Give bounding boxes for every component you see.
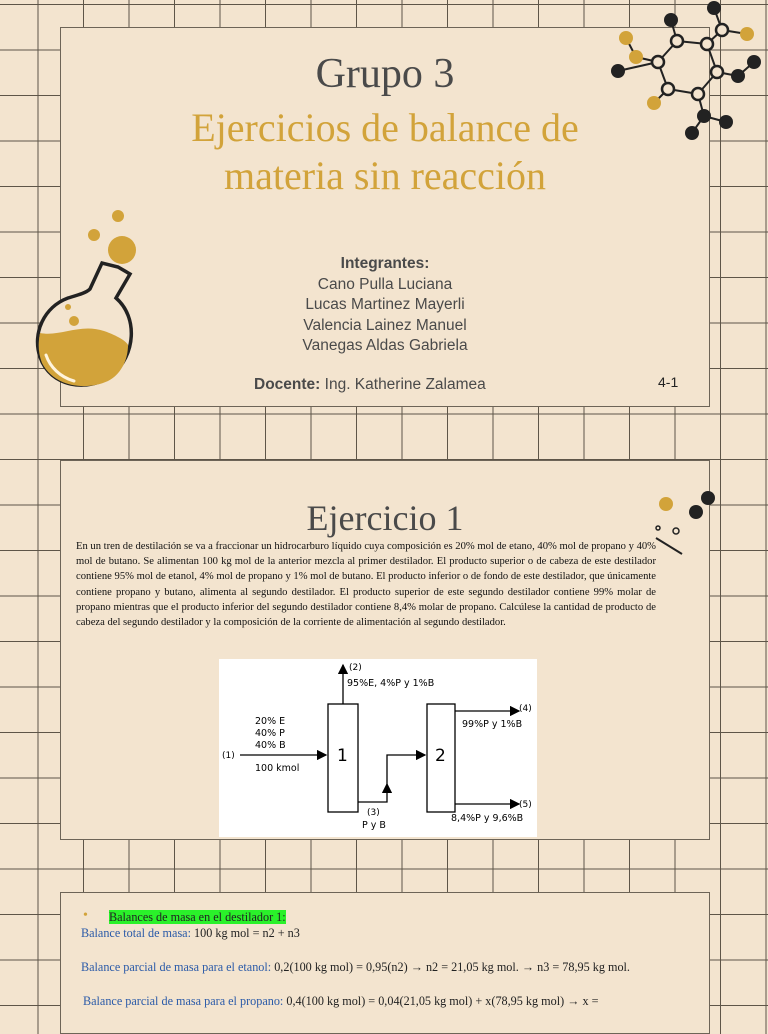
member-name: Lucas Martinez Mayerli <box>305 296 465 313</box>
ethanol-balance-equation: 0,2(100 kg mol) = 0,95(n2) → n2 = 21,05 kg mol. → n3 = 78,95 kg mol. <box>271 960 630 974</box>
stream-2-label: (2) <box>349 663 362 673</box>
total-balance-label: Balance total de masa: <box>81 926 191 940</box>
propane-balance <box>81 993 681 1009</box>
stream-2-composition: 95%E, 4%P y 1%B <box>347 678 435 689</box>
solution-slide <box>60 892 710 1034</box>
distillation-diagram <box>219 659 537 837</box>
stream-5-composition: 8,4%P y 9,6%B <box>451 813 524 824</box>
exercise-title: Ejercicio 1 <box>306 498 464 538</box>
stream-4-composition: 99%P y 1%B <box>462 719 523 730</box>
ethanol-balance-label: Balance parcial de masa para el etanol: <box>81 960 272 974</box>
total-balance <box>81 925 681 941</box>
stream-3-label: (3) <box>367 808 380 818</box>
total-balance-equation: 100 kg mol = n2 + n3 <box>190 926 300 940</box>
percent-icon <box>650 488 720 558</box>
member-name: Vanegas Aldas Gabriela <box>302 337 468 354</box>
stream-4-label: (4) <box>519 704 532 714</box>
bullet-item <box>81 909 681 925</box>
problem-statement: En un tren de destilación se va a fraccionar un hidrocarburo líquido cuya composición es 20% mol de etano, 40% mol de propano y 40% mol de butano. Se alimentan 100 kg mol de la anterior mezcla al primer destilador. El producto superior o de cabeza de este destilador contiene 95% mol de etanol, 4% mol de propano y 1% mol de butano. El producto inferior o de fondo de este destilador, que únicamente contiene propano y butano, alimenta al segundo destilador. El producto superior de este segundo destilador contiene 99% molar de propano mientras que el producto inferior del segundo destilador contiene 8,4% molar de propano. Calcúlese la cantidad de producto de cabeza del segundo destilador y la composición de la corriente de alimentación al segundo destilador. <box>76 541 657 629</box>
exercise-slide <box>60 460 710 840</box>
feed-butane: 40% B <box>255 740 286 751</box>
teacher-label: Docente: <box>254 376 321 393</box>
molecule-icon <box>606 0 768 148</box>
subtitle-line-1: Ejercicios de balance de <box>191 105 579 150</box>
feed-propane: 40% P <box>255 728 285 739</box>
bullet-icon: • <box>83 908 88 923</box>
flask-icon <box>30 205 140 395</box>
ethanol-balance <box>81 959 681 975</box>
feed-amount: 100 kmol <box>255 763 300 774</box>
member-name: Valencia Lainez Manuel <box>303 316 467 334</box>
teacher-name: Ing. Katherine Zalamea <box>324 376 486 393</box>
unit-2-label: 2 <box>435 746 446 766</box>
unit-1-label: 1 <box>337 746 348 766</box>
propane-balance-label: Balance parcial de masa para el propano: <box>83 994 284 1008</box>
propane-balance-equation: 0,4(100 kg mol) = 0,04(21,05 kg mol) + x(78,95 kg mol) → x = <box>283 994 599 1008</box>
stream-3-composition: P y B <box>362 820 386 831</box>
balance-heading: Balances de masa en el destilador 1: <box>109 910 286 924</box>
members-block <box>61 254 709 357</box>
course-code: 4-1 <box>658 374 679 390</box>
teacher-line <box>254 376 486 394</box>
feed-ethane: 20% E <box>255 716 286 727</box>
stream-5-label: (5) <box>519 800 532 810</box>
stream-1-label: (1) <box>222 751 235 761</box>
subtitle-line-2: materia sin reacción <box>223 153 547 198</box>
group-title: Grupo 3 <box>315 51 455 97</box>
members-heading: Integrantes: <box>340 255 430 272</box>
member-name: Cano Pulla Luciana <box>317 275 453 293</box>
solution-text <box>81 909 681 1009</box>
